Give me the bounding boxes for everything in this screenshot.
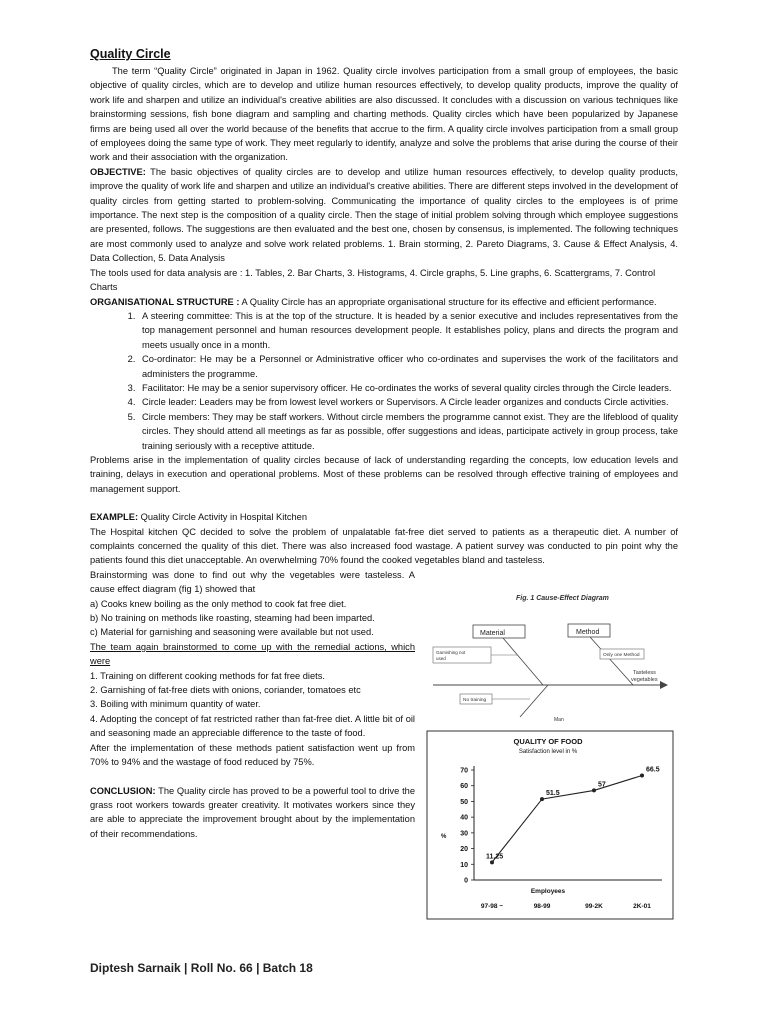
remedial-heading: The team again brainstormed to come up with the remedial actions, which were [90, 641, 415, 667]
y-axis-label: % [441, 833, 447, 840]
y-tick-label: 60 [460, 783, 468, 791]
org-structure-list [90, 309, 678, 453]
list-item: 1. A steering committee: This is at the top of the structure. It is headed by a senior executive and includes representatives from the top management personnel and human resources development people. It establishes policy, plans and directs the program and meets usually once in a month. [138, 309, 678, 352]
data-label: 51.5 [546, 789, 560, 797]
org-label: ORGANISATIONAL STRUCTURE : [90, 296, 240, 307]
x-tick-label: 99-2K [585, 902, 603, 910]
garnish-line1: Garnishing not [436, 649, 466, 655]
material-bone [503, 638, 543, 685]
man-bone [520, 685, 548, 717]
man-label: Man [554, 716, 564, 722]
after-paragraph: After the implementation of these methods patient satisfaction went up from 70% to 94% and the wastage of food reduced by 75%. [90, 742, 415, 768]
conclusion-label: CONCLUSION: [90, 785, 156, 796]
brainstorm-paragraph: Brainstorming was done to find out why the vegetables were tasteless. A cause effect diagram (fig 1) showed that [90, 569, 415, 595]
material-label: Material [480, 629, 505, 637]
y-tick-label: 10 [460, 861, 468, 869]
chart-title: QUALITY OF FOOD [513, 736, 583, 746]
list-item: 5. Circle members: They may be staff workers. Without circle members the programme cannot exist. They are the lifeblood of quality circles. They should attend all meetings as far as possible, offer suggestions and ideas, participate actively in group process, take training seriously with a receptive attitude. [138, 410, 678, 453]
data-point [640, 773, 644, 777]
example-heading [90, 510, 678, 524]
data-label: 66.5 [646, 766, 660, 774]
fishbone-caption: Fig. 1 Cause-Effect Diagram [516, 594, 609, 602]
objective-text: The basic objectives of quality circles are to develop and utilize human resources effectively, to develop quality products, improve the quality of work life and sharpen and utilize an individual's creative abilities. There are different steps involved in the development of quality circles from getting started to problem-solving. Communicating the importance of quality circles to the employees is of prime importance. The next step is the composition of a quality circle. Then the stage of initial problem solving through which employee suggestions are presented, follows. The suggestions are then evaluated and the best one, chosen by consensus, is implemented. The following techniques are most commonly used to analyze and solve work related problems. 1. Brain storming, 2. Pareto Diagrams, 3. Cause & Effect Analysis, 4. Data Collection, 5. Data Analysis [90, 166, 678, 264]
example-intro: The Hospital kitchen QC decided to solve the problem of unpalatable fat-free diet served to patients as a therapeutic diet. A number of complaints concerned the quality of this diet. There was also increased food wastage. A patient survey was conducted to pin point why the patients found this diet unacceptable. An overwhelming 70% found the cooked vegetables bland and tasteless. [90, 526, 678, 566]
x-axis-label: Employees [530, 887, 566, 895]
problems-paragraph: Problems arise in the implementation of quality circles because of lack of understanding regarding the concepts, low education levels and training, delays in execution and operational problems. Most of these problems can be resolved through effective training of employees and management support. [90, 454, 678, 494]
action-item: 4. Adopting the concept of fat restricted rather than fat-free diet. A little bit of oil and seasoning made an appreciable difference to the taste of food. [90, 713, 415, 739]
org-paragraph [90, 295, 678, 309]
x-tick-label: 97-98 ~ [480, 902, 504, 910]
objective-paragraph [90, 165, 678, 266]
method-label: Method [576, 628, 600, 636]
objective-label: OBJECTIVE: [90, 166, 146, 177]
example-label: EXAMPLE: [90, 512, 139, 523]
cause-item: a) Cooks knew boiling as the only method to cook fat free diet. [90, 598, 347, 609]
action-item: 3. Boiling with minimum quantity of water. [90, 699, 261, 710]
page-footer: Diptesh Sarnaik | Roll No. 66 | Batch 18 [90, 961, 313, 975]
example-two-column [90, 568, 678, 910]
example-left-column [90, 568, 415, 841]
quality-of-food-chart [426, 730, 676, 920]
list-item: 4. Circle leader: Leaders may be from lowest level workers or Supervisors. A Circle leader organizes and conducts Circle activities. [138, 395, 678, 409]
page-title: Quality Circle [90, 47, 171, 61]
action-item: 1. Training on different cooking methods for fat free diets. [90, 670, 325, 681]
data-point [592, 788, 596, 792]
only-one-method-label: Only one Method [603, 652, 640, 658]
y-tick-label: 20 [460, 845, 468, 853]
cause-effect-diagram [428, 592, 678, 722]
conclusion-paragraph [90, 784, 415, 842]
conclusion-text: The Quality circle has proved to be a powerful tool to drive the grass root workers towards greater creativity. It motivates workers since they are able to appreciate the improvement brought about by the implementation of their recommendations. [90, 785, 415, 839]
data-label: 57 [598, 781, 606, 789]
data-label: 11.25 [486, 853, 504, 861]
data-point [490, 860, 494, 864]
effect-line1: Tasteless [633, 669, 656, 676]
document-page [90, 47, 678, 910]
action-item: 2. Garnishing of fat-free diets with onions, coriander, tomatoes etc [90, 685, 361, 696]
y-tick-label: 70 [460, 767, 468, 775]
example-title: Quality Circle Activity in Hospital Kitchen [138, 512, 308, 523]
y-tick-label: 30 [460, 830, 468, 838]
garnish-line2: used [436, 655, 446, 661]
method-bone [590, 637, 633, 685]
x-tick-label: 2K-01 [633, 902, 651, 910]
y-tick-label: 40 [460, 814, 468, 822]
tools-paragraph: The tools used for data analysis are : 1. Tables, 2. Bar Charts, 3. Histograms, 4. Circle graphs, 5. Line graphs, 6. Scattergrams, 7. Control Charts [90, 267, 656, 293]
y-tick-label: 50 [460, 798, 468, 806]
y-tick-label: 0 [464, 877, 468, 885]
list-item: 2. Co-ordinator: He may be a Personnel or Administrative officer who co-ordinates and supervises the work of the facilitators and administers the programme. [138, 352, 678, 381]
x-tick-label: 98-99 [533, 902, 551, 910]
intro-paragraph: The term “Quality Circle” originated in Japan in 1962. Quality circle involves participation from a small group of employees, the basic objective of quality circles, which are to develop and utilize human resources effectively, to develop quality products, improve the quality of work life and sharpen and utilize an individual's creative abilities are also discussed. It concludes with a discussion on various techniques like brainstorming sessions, fish bone diagram and sampling and charting methods. Quality circles which have been popularized by Japanese firms are being used all over the world because of the benefits that accrue to the firm. A quality circle involves participation from a small group of employees doing the same type of work. They meet regularly to identify, analyze and solve the problems that arise during the course of their work and their association with the organization. [90, 66, 678, 163]
chart-subtitle: Satisfaction level in % [518, 748, 578, 755]
list-item: 3. Facilitator: He may be a senior supervisory officer. He co-ordinates the works of several quality circles through the Circle leaders. [138, 381, 678, 395]
org-text: A Quality Circle has an appropriate organisational structure for its effective and efficient performance. [239, 296, 657, 307]
example-right-column [428, 592, 678, 910]
no-training-label: No training [463, 697, 487, 703]
effect-line2: vegetables [631, 676, 658, 683]
spine-arrowhead [660, 681, 668, 689]
data-point [540, 797, 544, 801]
cause-item: b) No training on methods like roasting, steaming had been imparted. [90, 613, 375, 624]
cause-item: c) Material for garnishing and seasoning were available but not used. [90, 627, 374, 638]
